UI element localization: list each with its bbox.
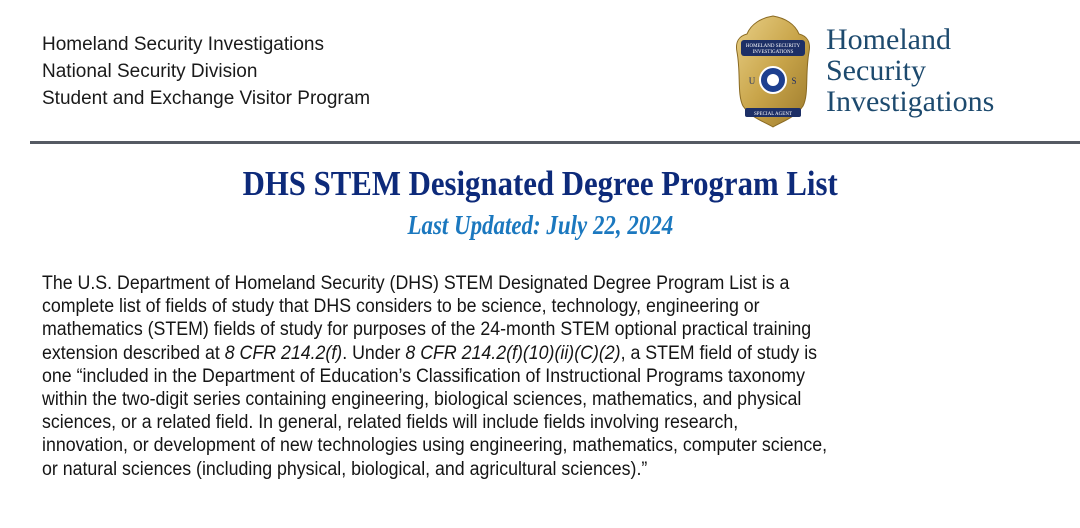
wordmark-line: Security <box>826 54 926 87</box>
org-line: Homeland Security Investigations <box>42 34 324 55</box>
intro-paragraph <box>42 272 882 481</box>
paragraph-line <box>42 318 827 341</box>
cfr-citation: 8 CFR 214.2(f) <box>224 342 343 364</box>
text-segment: sciences, or a related field. In general, related fields will include fields involving research, <box>42 412 739 434</box>
hsi-badge-logo <box>733 14 813 128</box>
svg-text:SPECIAL AGENT: SPECIAL AGENT <box>753 112 793 117</box>
text-segment: extension described at <box>42 342 225 364</box>
text-segment: innovation, or development of new technologies using engineering, mathematics, computer science, <box>42 435 828 457</box>
text-segment: within the two-digit series containing engineering, biological sciences, mathematics, and physical <box>42 389 802 411</box>
text-segment: . Under <box>342 342 406 364</box>
svg-text:S: S <box>791 76 797 86</box>
text-segment: complete list of fields of study that DHS considers to be science, technology, engineering or <box>42 296 760 318</box>
svg-text:HOMELAND SECURITY: HOMELAND SECURITY <box>745 44 801 49</box>
paragraph-line <box>42 342 827 365</box>
text-segment: one “included in the Department of Education’s Classification of Instructional Programs taxonomy <box>42 365 805 387</box>
last-updated <box>0 210 1080 241</box>
org-line: Student and Exchange Visitor Program <box>42 88 371 109</box>
svg-text:U: U <box>748 76 756 86</box>
cfr-citation: 8 CFR 214.2(f)(10)(ii)(C)(2) <box>405 342 621 364</box>
paragraph-line <box>42 365 827 388</box>
header-organization <box>42 31 370 112</box>
wordmark-line: Homeland <box>826 23 951 56</box>
paragraph-line <box>42 295 827 318</box>
org-line: National Security Division <box>42 61 258 82</box>
page-title <box>0 164 1080 204</box>
hsi-wordmark <box>826 24 994 117</box>
paragraph-line <box>42 458 827 481</box>
header-divider <box>30 141 1080 144</box>
paragraph-line <box>42 388 827 411</box>
last-updated-text: Last Updated: July 22, 2024 <box>407 210 673 240</box>
text-segment: or natural sciences (including physical, biological, and agricultural sciences).” <box>42 458 648 480</box>
paragraph-line <box>42 411 827 434</box>
text-segment: The U.S. Department of Homeland Security (DHS) STEM Designated Degree Program List is a <box>42 273 790 294</box>
text-segment: mathematics (STEM) fields of study for purposes of the 24-month STEM optional practical training <box>42 319 812 341</box>
paragraph-line <box>42 272 827 295</box>
paragraph-line <box>42 434 827 457</box>
svg-text:INVESTIGATIONS: INVESTIGATIONS <box>752 50 794 55</box>
title-text: DHS STEM Designated Degree Program List <box>242 164 838 203</box>
wordmark-line: Investigations <box>826 85 995 118</box>
text-segment: , a STEM field of study is <box>620 342 818 364</box>
